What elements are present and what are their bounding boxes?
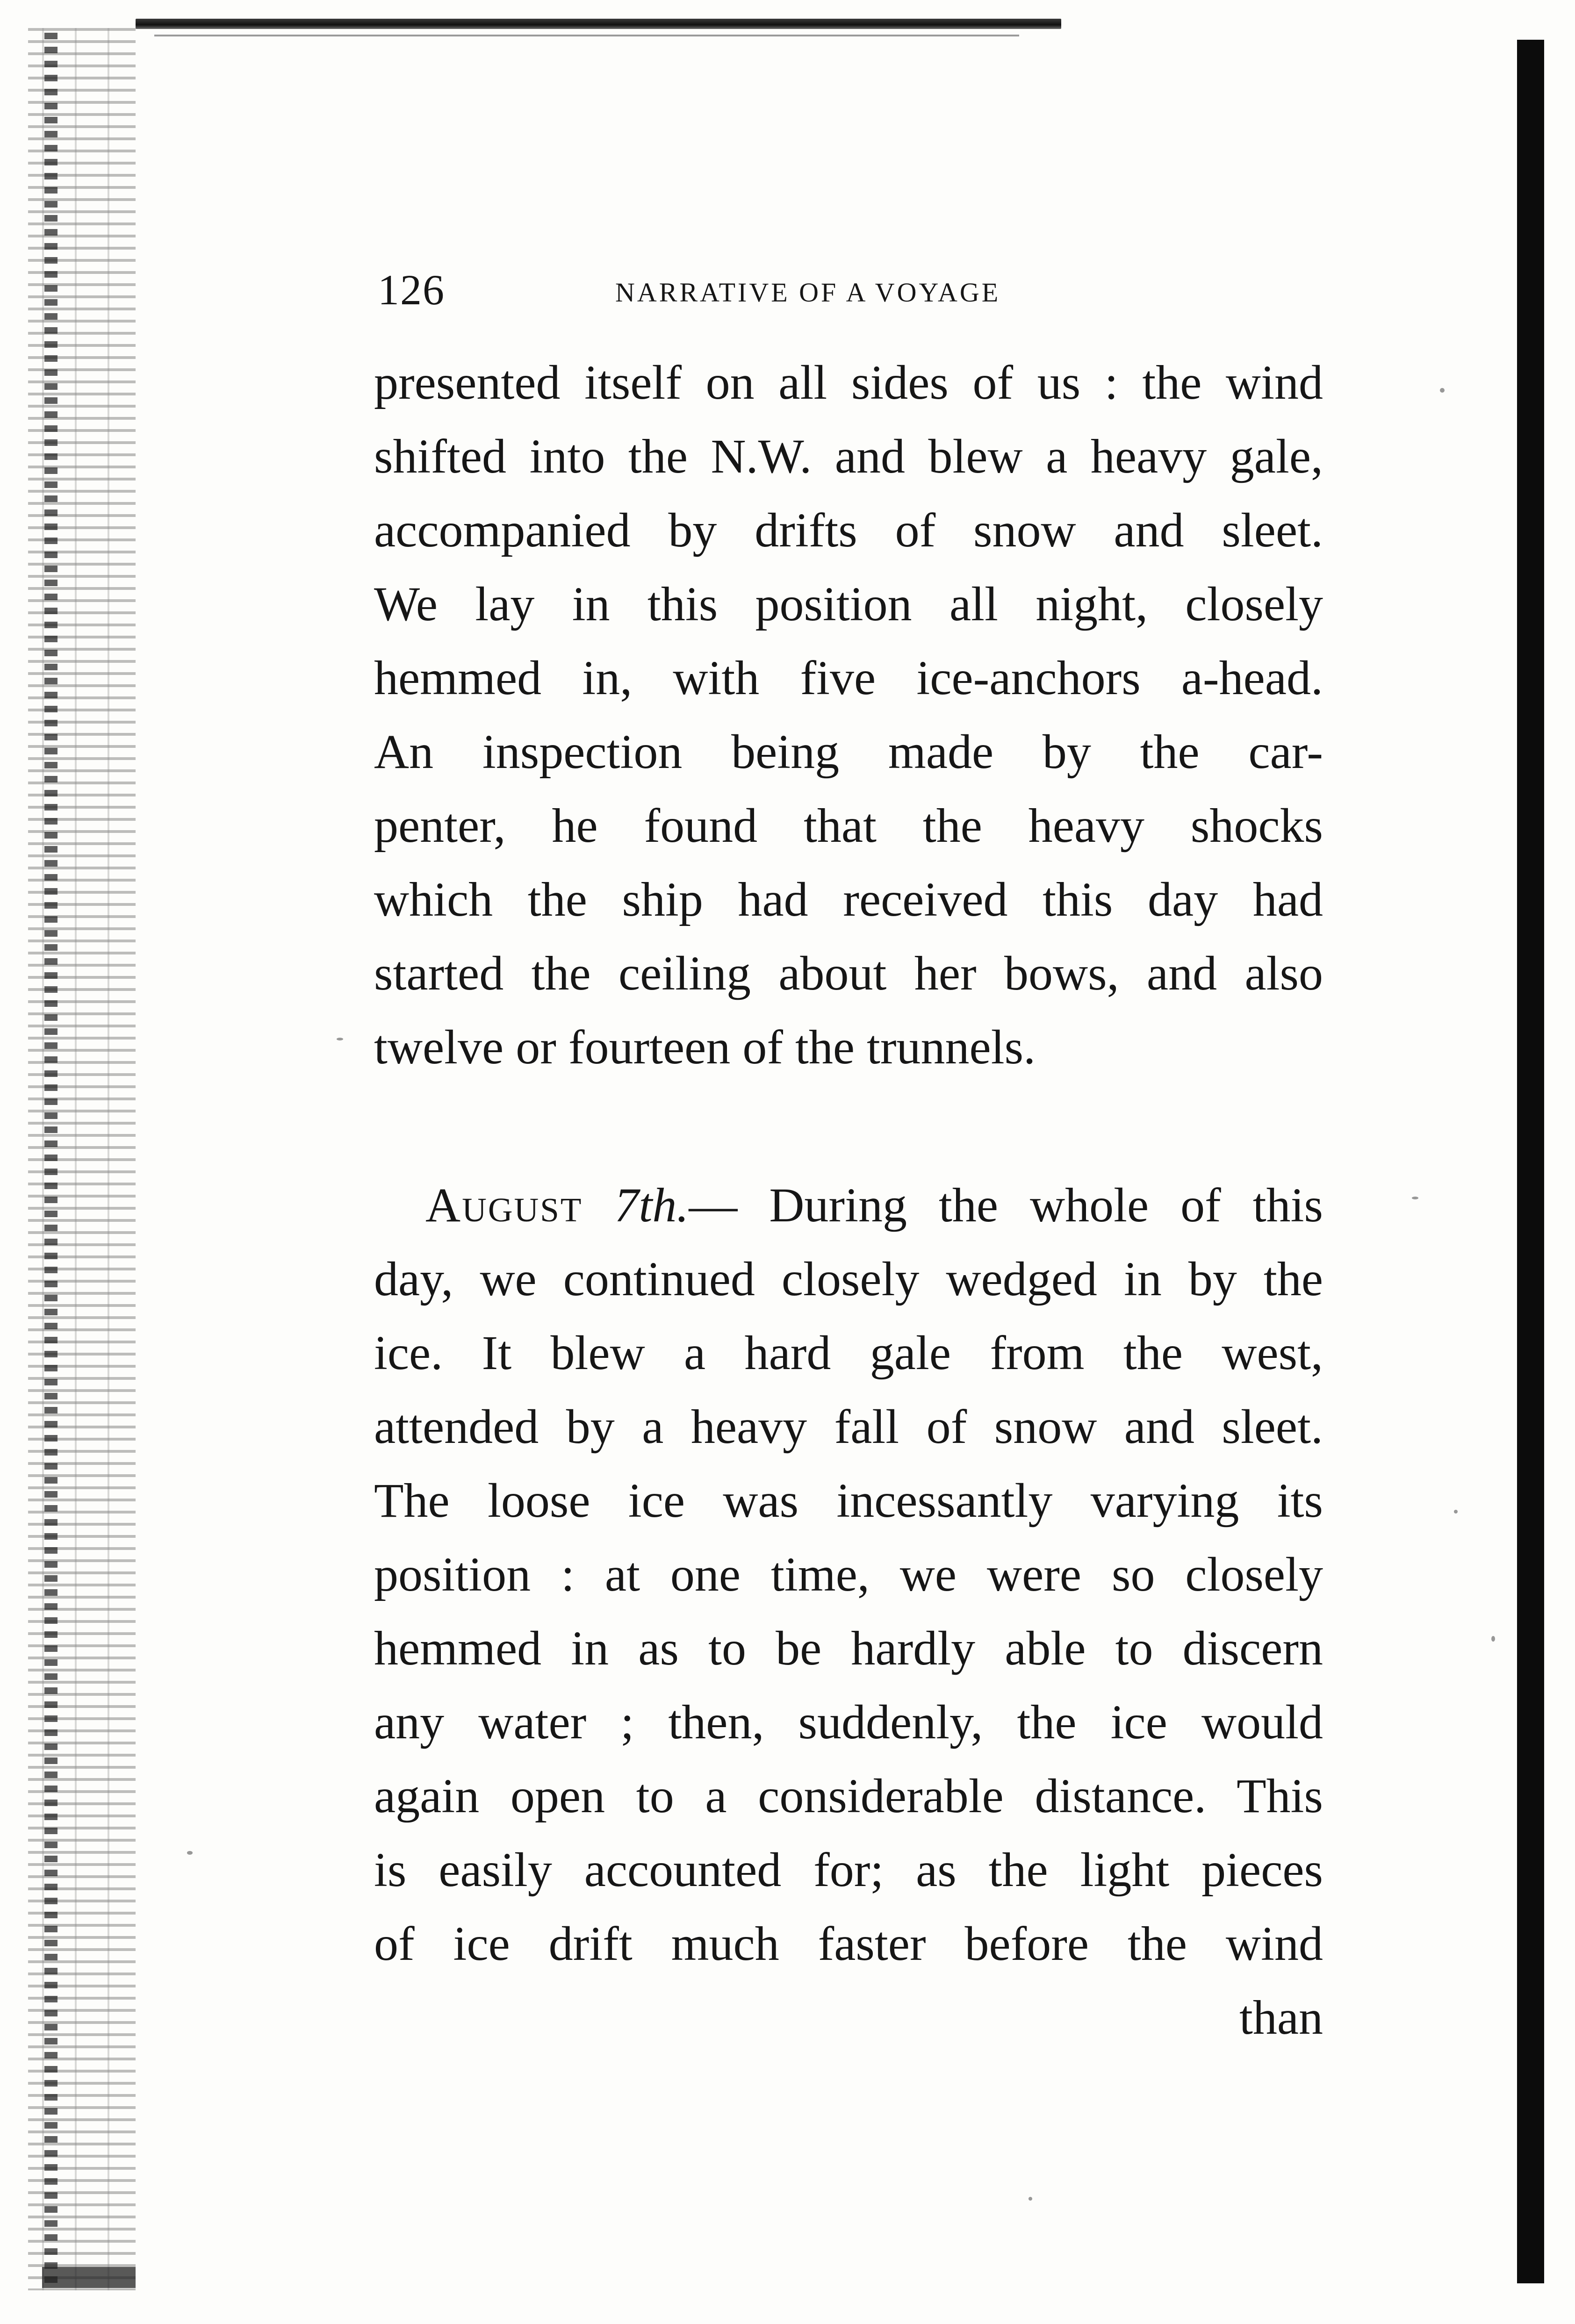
- speck: [1440, 388, 1445, 393]
- text-line: any water ; then, suddenly, the ice would: [374, 1695, 1323, 1749]
- text-line: hemmed in, with five ice-anchors a-head.: [374, 651, 1323, 705]
- text-line: accompanied by drifts of snow and sleet.: [374, 503, 1323, 557]
- text-line: hemmed in as to be hardly able to discern: [374, 1621, 1323, 1675]
- text-line: ice. It blew a hard gale from the west,: [374, 1326, 1323, 1380]
- scan-top-edge-thin: [154, 35, 1019, 36]
- paragraph-two: [374, 1169, 1323, 2055]
- date-month: August: [425, 1178, 583, 1232]
- running-head: [378, 264, 1322, 316]
- scan-bottom-corner: [42, 2267, 136, 2288]
- dated-opening-line: [374, 1169, 1323, 1242]
- running-title: NARRATIVE OF A VOYAGE: [615, 277, 1001, 308]
- text-line: which the ship had received this day had: [374, 873, 1323, 926]
- text-line: We lay in this position all night, closely: [374, 577, 1323, 631]
- text-line: again open to a considerable distance. This: [374, 1769, 1323, 1823]
- scan-binding-shadow: [44, 33, 58, 2286]
- catchword: than: [1239, 1991, 1323, 2044]
- speck: [1028, 2197, 1032, 2201]
- page-number: 126: [378, 266, 445, 314]
- scan-right-edge: [1517, 40, 1544, 2283]
- text-line: shifted into the N.W. and blew a heavy gale,: [374, 430, 1323, 483]
- text-line: is easily accounted for; as the light pieces: [374, 1843, 1323, 1897]
- speck: [1491, 1636, 1495, 1642]
- opening-text: During the whole of this: [769, 1178, 1323, 1232]
- speck: [337, 1038, 343, 1040]
- speck: [187, 1851, 193, 1855]
- text-line: day, we continued closely wedged in by the: [374, 1252, 1323, 1306]
- speck: [1454, 1510, 1458, 1513]
- text-line: position : at one time, we were so closely: [374, 1548, 1323, 1601]
- text-line: The loose ice was incessantly varying its: [374, 1474, 1323, 1528]
- speck: [1412, 1197, 1418, 1199]
- scan-top-edge: [136, 19, 1061, 29]
- text-line: penter, he found that the heavy shocks: [374, 799, 1323, 853]
- text-line: attended by a heavy fall of snow and sleet.: [374, 1400, 1323, 1454]
- text-line: started the ceiling about her bows, and also: [374, 947, 1323, 1000]
- text-line: presented itself on all sides of us : the wind: [374, 356, 1323, 409]
- text-line: twelve or fourteen of the trunnels.: [374, 1020, 1036, 1074]
- paragraph-one: [374, 346, 1323, 1084]
- text-line: of ice drift much faster before the wind: [374, 1917, 1323, 1971]
- text-line: An inspection being made by the car-: [374, 725, 1323, 779]
- date-dash: —: [689, 1178, 738, 1232]
- date-day: 7th.: [614, 1178, 689, 1232]
